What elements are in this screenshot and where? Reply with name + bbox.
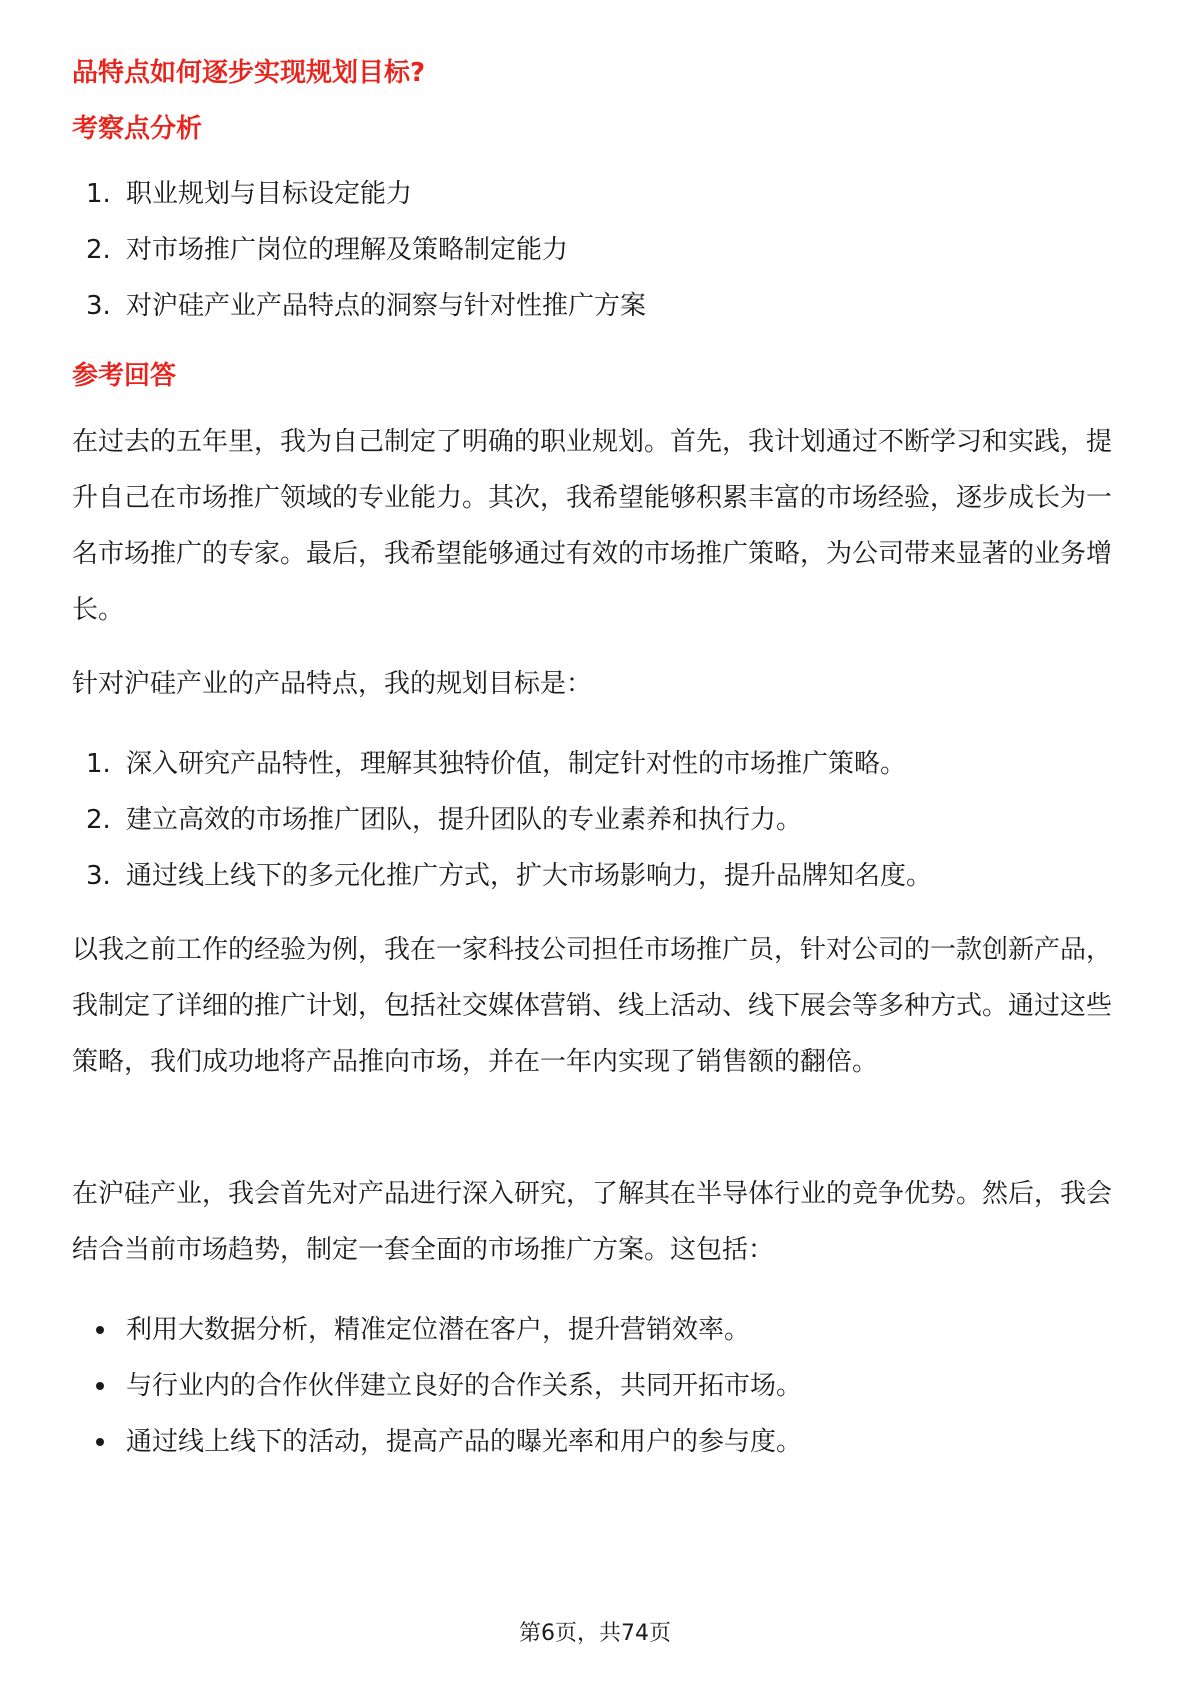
question-title-fragment: 品特点如何逐步实现规划目标? <box>72 58 426 88</box>
list-number: 3. <box>86 861 111 891</box>
list-text: 与行业内的合作伙伴建立良好的合作关系，共同开拓市场。 <box>126 1371 803 1401</box>
list-number: 1. <box>86 179 111 209</box>
list-text: 利用大数据分析，精准定位潜在客户，提升营销效率。 <box>126 1315 751 1345</box>
list-item <box>72 166 646 222</box>
list-item <box>72 1414 802 1470</box>
list-number: 2. <box>86 235 111 265</box>
answer-paragraph-2: 针对沪硅产业的产品特点，我的规划目标是： <box>72 669 593 699</box>
list-text: 对市场推广岗位的理解及策略制定能力 <box>126 235 569 265</box>
section-title-answer: 参考回答 <box>72 361 177 391</box>
section-title-analysis: 考察点分析 <box>72 114 203 144</box>
bullet-icon <box>96 1438 104 1446</box>
list-item <box>72 848 932 904</box>
list-text: 职业规划与目标设定能力 <box>126 179 413 209</box>
list-item <box>72 1302 802 1358</box>
goals-list <box>72 736 932 904</box>
answer-paragraph-1: 在过去的五年里，我为自己制定了明确的职业规划。首先，我计划通过不断学习和实践，提升自己在市场推广领域的专业能力。其次，我希望能够积累丰富的市场经验，逐步成长为一名市场推广的专家。最后，我希望能够通过有效的市场推广策略，为公司带来显著的业务增长。 <box>72 427 1113 625</box>
answer-paragraph-3: 以我之前工作的经验为例，我在一家科技公司担任市场推广员，针对公司的一款创新产品，我制定了详细的推广计划，包括社交媒体营销、线上活动、线下展会等多种方式。通过这些策略，我们成功地将产品推向市场，并在一年内实现了销售额的翻倍。 <box>72 935 1113 1077</box>
list-text: 对沪硅产业产品特点的洞察与针对性推广方案 <box>126 291 647 321</box>
list-text: 通过线上线下的活动，提高产品的曝光率和用户的参与度。 <box>126 1427 803 1457</box>
list-item <box>72 278 646 334</box>
page-number: 第6页，共74页 <box>519 1621 671 1646</box>
list-number: 3. <box>86 291 111 321</box>
answer-paragraph-4: 在沪硅产业，我会首先对产品进行深入研究，了解其在半导体行业的竞争优势。然后，我会结合当前市场趋势，制定一套全面的市场推广方案。这包括： <box>72 1179 1113 1265</box>
list-number: 2. <box>86 805 111 835</box>
analysis-list <box>72 166 646 334</box>
list-text: 通过线上线下的多元化推广方式，扩大市场影响力，提升品牌知名度。 <box>126 861 933 891</box>
list-number: 1. <box>86 749 111 779</box>
list-item <box>72 792 932 848</box>
list-item <box>72 1358 802 1414</box>
list-item <box>72 222 646 278</box>
list-item <box>72 736 932 792</box>
list-text: 建立高效的市场推广团队，提升团队的专业素养和执行力。 <box>126 805 803 835</box>
bullet-icon <box>96 1326 104 1334</box>
list-text: 深入研究产品特性，理解其独特价值，制定针对性的市场推广策略。 <box>126 749 907 779</box>
bullet-icon <box>96 1382 104 1390</box>
plan-bullet-list <box>72 1302 802 1470</box>
